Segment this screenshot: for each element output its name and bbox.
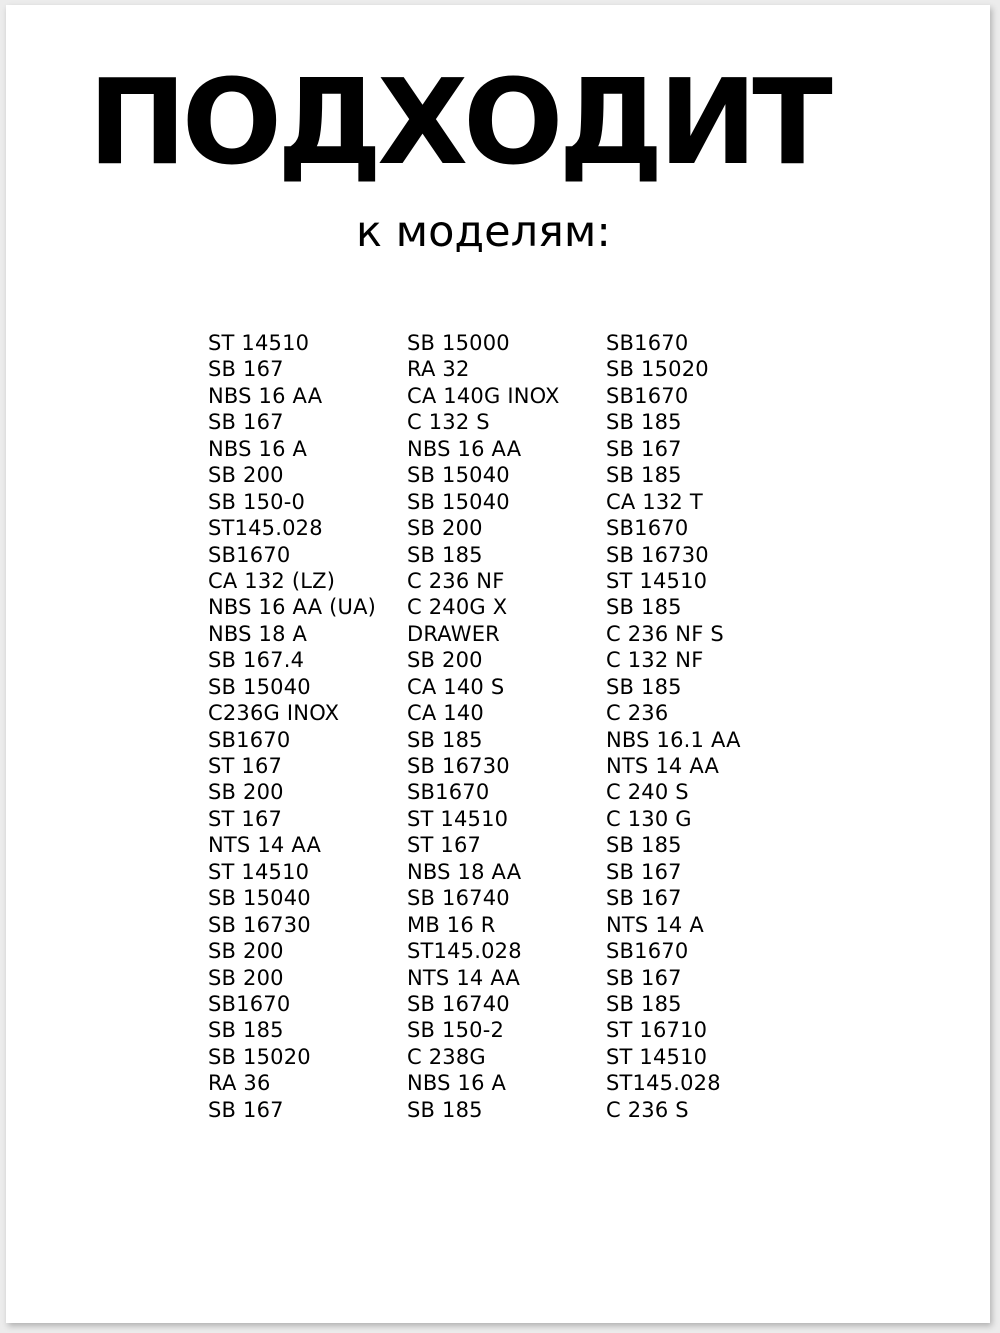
model-item: SB 185	[407, 1097, 483, 1122]
model-item: SB 185	[407, 727, 483, 752]
model-item: ST 167	[407, 833, 482, 858]
page-subtitle: к моделям:	[356, 207, 611, 257]
model-item: C 236 NF S	[606, 621, 724, 646]
model-item: SB 185	[606, 595, 682, 620]
model-item: SB1670	[208, 991, 291, 1016]
model-item: SB 200	[208, 965, 284, 990]
model-item: ST 167	[208, 754, 283, 778]
model-item: CA 140	[407, 701, 484, 726]
model-item: SB 15020	[208, 1044, 311, 1069]
model-item: SB 185	[208, 1018, 284, 1043]
model-item: SB 185	[606, 463, 682, 488]
model-item: SB 15040	[407, 489, 510, 514]
model-item: SB 200	[208, 463, 284, 488]
model-item: NBS 16.1 AA	[606, 727, 741, 752]
model-item: SB 185	[606, 991, 682, 1016]
model-item: SB 15000	[407, 331, 510, 355]
model-item: SB1670	[407, 780, 490, 805]
model-item: C236G INOX	[208, 701, 340, 726]
model-item: C 132 NF	[606, 648, 704, 673]
model-item: ST 14510	[208, 859, 310, 884]
model-item: SB 15020	[606, 357, 709, 382]
model-item: SB1670	[606, 939, 689, 964]
model-item: SB 200	[407, 516, 483, 541]
model-item: SB 16740	[407, 991, 510, 1016]
model-item: C 240 S	[606, 780, 689, 805]
model-item: NTS 14 A	[606, 912, 704, 937]
model-item: NTS 14 AA	[606, 754, 720, 778]
model-item: MB 16 R	[407, 912, 496, 937]
model-item: RA 32	[407, 357, 470, 382]
model-item: SB 200	[208, 939, 284, 964]
model-item: NBS 18 AA	[407, 859, 522, 884]
model-item: C 236	[606, 701, 669, 726]
models-column-2	[407, 330, 606, 1123]
model-item: SB 16730	[208, 912, 311, 937]
model-item: RA 36	[208, 1071, 271, 1096]
model-item: ST 14510	[606, 1044, 708, 1069]
model-item: ST 14510	[606, 568, 708, 593]
model-item: SB 200	[407, 648, 483, 673]
model-item: C 238G	[407, 1044, 486, 1069]
model-item: SB 16730	[606, 542, 709, 567]
model-item: SB 167	[606, 859, 682, 884]
model-item: SB1670	[208, 727, 291, 752]
model-item: SB 167	[208, 357, 284, 382]
model-item: SB 16740	[407, 886, 510, 911]
model-item: SB 150-0	[208, 489, 306, 514]
model-item: SB1670	[606, 516, 689, 541]
model-item: C 236 NF	[407, 568, 505, 593]
model-item: ST 14510	[208, 331, 310, 355]
models-list	[208, 330, 805, 1123]
model-item: DRAWER	[407, 621, 500, 646]
model-item: NBS 16 A	[407, 1071, 507, 1096]
model-item: ST145.028	[606, 1071, 721, 1096]
model-item: SB 16730	[407, 754, 510, 778]
model-item: C 132 S	[407, 410, 490, 435]
model-item: ST145.028	[407, 939, 522, 964]
model-item: ST145.028	[208, 516, 323, 541]
model-item: SB 150-2	[407, 1018, 505, 1043]
page-title: ПОДХОДИТ	[88, 53, 828, 191]
model-item: NBS 18 A	[208, 621, 308, 646]
model-item: CA 140G INOX	[407, 383, 560, 408]
model-item: NTS 14 AA	[208, 833, 322, 858]
document-page	[6, 5, 990, 1323]
model-item: SB 185	[606, 674, 682, 699]
model-item: SB1670	[606, 383, 689, 408]
model-item: ST 167	[208, 806, 283, 831]
model-item: SB 167	[606, 965, 682, 990]
model-item: C 240G X	[407, 595, 508, 620]
models-column-3	[606, 330, 805, 1123]
model-item: SB 185	[407, 542, 483, 567]
model-item: NBS 16 AA	[208, 383, 323, 408]
model-item: ST 14510	[407, 806, 509, 831]
model-item: SB 200	[208, 780, 284, 805]
model-item: C 236 S	[606, 1097, 689, 1122]
model-item: SB 167	[208, 1097, 284, 1122]
model-item: NBS 16 AA	[407, 436, 522, 461]
model-item: SB 15040	[208, 674, 311, 699]
model-item: CA 132 T	[606, 489, 703, 514]
model-item: SB1670	[606, 331, 689, 355]
model-item: NTS 14 AA	[407, 965, 521, 990]
model-item: NBS 16 A	[208, 436, 308, 461]
model-item: CA 140 S	[407, 674, 505, 699]
model-item: SB 15040	[407, 463, 510, 488]
model-item: SB 167	[208, 410, 284, 435]
model-item: SB 167.4	[208, 648, 305, 673]
model-item: C 130 G	[606, 806, 692, 831]
model-item: SB 167	[606, 436, 682, 461]
models-column-1	[208, 330, 407, 1123]
model-item: CA 132 (LZ)	[208, 568, 336, 593]
model-item: SB 167	[606, 886, 682, 911]
model-item: SB 185	[606, 833, 682, 858]
model-item: NBS 16 AA (UA)	[208, 595, 377, 620]
model-item: SB1670	[208, 542, 291, 567]
model-item: ST 16710	[606, 1018, 708, 1043]
model-item: SB 15040	[208, 886, 311, 911]
model-item: SB 185	[606, 410, 682, 435]
